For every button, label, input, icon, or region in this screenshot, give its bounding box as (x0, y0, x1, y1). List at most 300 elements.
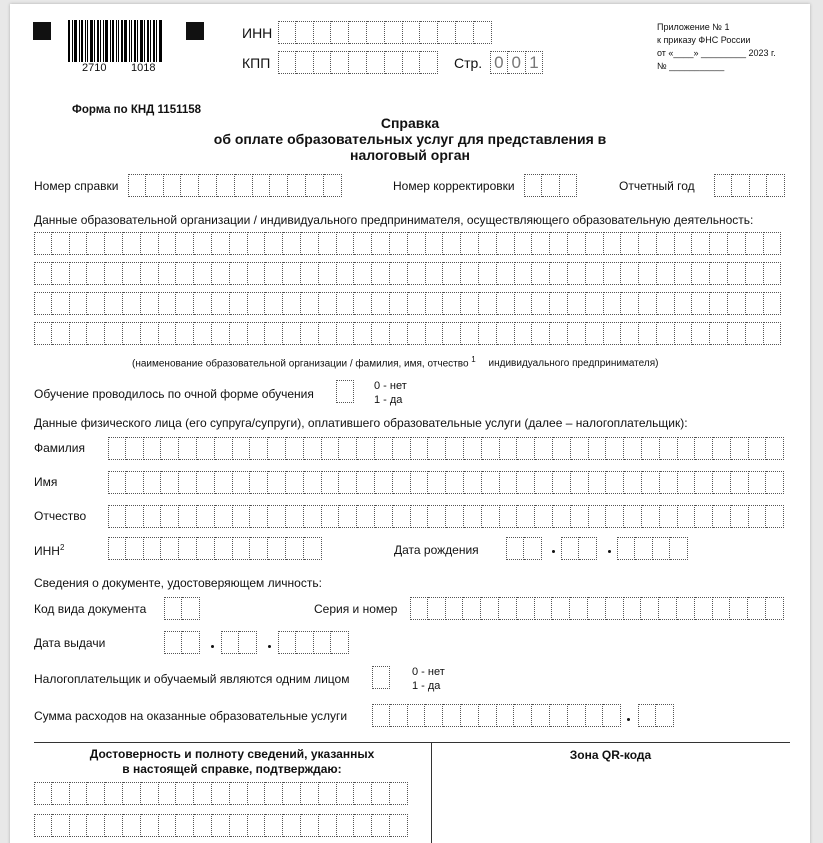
input-cell[interactable] (322, 437, 340, 460)
input-cell[interactable] (286, 437, 304, 460)
input-cell[interactable] (746, 322, 764, 345)
input-cell[interactable] (230, 292, 248, 315)
input-cell[interactable] (126, 505, 144, 528)
input-cell[interactable] (428, 505, 446, 528)
input-cell[interactable] (621, 232, 639, 255)
input-cell[interactable] (515, 322, 533, 345)
input-cell[interactable] (108, 437, 126, 460)
input-cell[interactable] (766, 471, 784, 494)
input-cell[interactable] (678, 471, 696, 494)
input-cell[interactable] (660, 471, 678, 494)
input-cell[interactable] (515, 262, 533, 285)
input-cell[interactable] (375, 437, 393, 460)
input-cell[interactable] (517, 505, 535, 528)
input-cell[interactable] (571, 505, 589, 528)
input-cell[interactable] (230, 814, 248, 837)
input-cell[interactable] (639, 232, 657, 255)
input-cell[interactable] (713, 471, 731, 494)
input-cell[interactable] (517, 471, 535, 494)
input-cell[interactable] (604, 322, 622, 345)
input-cell[interactable] (604, 292, 622, 315)
birth-day-cells[interactable] (506, 537, 542, 560)
input-cell[interactable] (141, 782, 159, 805)
input-cell[interactable] (428, 471, 446, 494)
input-cell[interactable] (695, 471, 713, 494)
input-cell[interactable] (105, 782, 123, 805)
input-cell[interactable] (286, 505, 304, 528)
input-cell[interactable] (87, 262, 105, 285)
input-cell[interactable] (265, 262, 283, 285)
input-cell[interactable] (354, 322, 372, 345)
input-cell[interactable] (141, 322, 159, 345)
input-cell[interactable] (337, 814, 355, 837)
input-cell[interactable] (426, 322, 444, 345)
input-cell[interactable] (479, 292, 497, 315)
input-cell[interactable] (215, 505, 233, 528)
input-cell[interactable] (197, 505, 215, 528)
input-cell[interactable] (586, 262, 604, 285)
input-cell[interactable] (624, 437, 642, 460)
full-time-cell[interactable] (336, 380, 354, 403)
input-cell[interactable] (713, 437, 731, 460)
input-cell[interactable] (141, 262, 159, 285)
input-cell[interactable] (532, 232, 550, 255)
input-cell[interactable] (212, 814, 230, 837)
input-cell[interactable] (283, 292, 301, 315)
input-cell[interactable] (87, 232, 105, 255)
input-cell[interactable] (500, 471, 518, 494)
input-cell[interactable] (34, 322, 52, 345)
input-cell[interactable] (52, 262, 70, 285)
input-cell[interactable] (215, 471, 233, 494)
input-cell[interactable] (268, 505, 286, 528)
input-cell[interactable] (411, 505, 429, 528)
input-cell[interactable] (692, 292, 710, 315)
input-cell[interactable] (34, 232, 52, 255)
input-cell[interactable] (52, 782, 70, 805)
input-cell[interactable] (354, 292, 372, 315)
input-cell[interactable] (479, 262, 497, 285)
input-cell[interactable] (553, 471, 571, 494)
input-cell[interactable] (123, 814, 141, 837)
input-cell[interactable] (105, 262, 123, 285)
input-cell[interactable] (692, 322, 710, 345)
input-cell[interactable] (301, 292, 319, 315)
input-cell[interactable] (159, 322, 177, 345)
input-cell[interactable] (105, 322, 123, 345)
input-cell[interactable] (426, 232, 444, 255)
issue-year-cells[interactable] (278, 631, 349, 654)
input-cell[interactable] (194, 232, 212, 255)
input-cell[interactable] (34, 292, 52, 315)
input-cell[interactable] (390, 814, 408, 837)
input-cell[interactable] (123, 322, 141, 345)
input-cell[interactable] (550, 232, 568, 255)
cell-row[interactable] (108, 505, 784, 528)
input-cell[interactable] (411, 437, 429, 460)
input-cell[interactable] (497, 232, 515, 255)
input-cell[interactable] (354, 782, 372, 805)
input-cell[interactable] (159, 814, 177, 837)
input-cell[interactable] (268, 437, 286, 460)
input-cell[interactable] (70, 322, 88, 345)
input-cell[interactable] (675, 292, 693, 315)
input-cell[interactable] (337, 292, 355, 315)
input-cell[interactable] (766, 437, 784, 460)
input-cell[interactable] (322, 505, 340, 528)
input-cell[interactable] (212, 262, 230, 285)
input-cell[interactable] (515, 292, 533, 315)
input-cell[interactable] (159, 292, 177, 315)
input-cell[interactable] (179, 437, 197, 460)
input-cell[interactable] (337, 782, 355, 805)
input-cell[interactable] (339, 471, 357, 494)
input-cell[interactable] (624, 471, 642, 494)
input-cell[interactable] (393, 505, 411, 528)
input-cell[interactable] (144, 471, 162, 494)
input-cell[interactable] (390, 292, 408, 315)
cell-row[interactable] (34, 292, 781, 315)
input-cell[interactable] (426, 262, 444, 285)
input-cell[interactable] (141, 232, 159, 255)
input-cell[interactable] (304, 437, 322, 460)
input-cell[interactable] (319, 292, 337, 315)
input-cell[interactable] (621, 292, 639, 315)
input-cell[interactable] (159, 782, 177, 805)
input-cell[interactable] (482, 471, 500, 494)
input-cell[interactable] (250, 505, 268, 528)
input-cell[interactable] (464, 505, 482, 528)
input-cell[interactable] (70, 232, 88, 255)
cell-row[interactable] (34, 814, 408, 837)
input-cell[interactable] (126, 471, 144, 494)
input-cell[interactable] (500, 437, 518, 460)
input-cell[interactable] (746, 232, 764, 255)
input-cell[interactable] (639, 262, 657, 285)
input-cell[interactable] (372, 814, 390, 837)
expenses-rubles-cells[interactable] (372, 704, 621, 727)
input-cell[interactable] (212, 782, 230, 805)
input-cell[interactable] (250, 471, 268, 494)
input-cell[interactable] (248, 782, 266, 805)
input-cell[interactable] (230, 782, 248, 805)
input-cell[interactable] (194, 782, 212, 805)
input-cell[interactable] (710, 262, 728, 285)
input-cell[interactable] (34, 782, 52, 805)
input-cell[interactable] (123, 232, 141, 255)
input-cell[interactable] (375, 471, 393, 494)
input-cell[interactable] (749, 437, 767, 460)
input-cell[interactable] (301, 782, 319, 805)
header-inn-cells[interactable] (278, 21, 492, 44)
input-cell[interactable] (194, 292, 212, 315)
input-cell[interactable] (176, 322, 194, 345)
input-cell[interactable] (301, 232, 319, 255)
input-cell[interactable] (408, 292, 426, 315)
correction-number-cells[interactable] (524, 174, 577, 197)
input-cell[interactable] (141, 814, 159, 837)
input-cell[interactable] (357, 437, 375, 460)
input-cell[interactable] (233, 437, 251, 460)
input-cell[interactable] (337, 322, 355, 345)
input-cell[interactable] (283, 322, 301, 345)
input-cell[interactable] (87, 814, 105, 837)
input-cell[interactable] (52, 814, 70, 837)
input-cell[interactable] (728, 262, 746, 285)
cert-number-cells[interactable] (128, 174, 342, 197)
input-cell[interactable] (624, 505, 642, 528)
input-cell[interactable] (695, 505, 713, 528)
cell-row[interactable] (34, 322, 781, 345)
input-cell[interactable] (766, 505, 784, 528)
input-cell[interactable] (728, 292, 746, 315)
input-cell[interactable] (230, 262, 248, 285)
input-cell[interactable] (604, 232, 622, 255)
input-cell[interactable] (372, 782, 390, 805)
cell-row[interactable] (108, 437, 784, 460)
input-cell[interactable] (194, 814, 212, 837)
input-cell[interactable] (357, 471, 375, 494)
input-cell[interactable] (553, 505, 571, 528)
input-cell[interactable] (70, 782, 88, 805)
input-cell[interactable] (589, 471, 607, 494)
input-cell[interactable] (497, 262, 515, 285)
input-cell[interactable] (319, 322, 337, 345)
input-cell[interactable] (250, 437, 268, 460)
input-cell[interactable] (248, 292, 266, 315)
input-cell[interactable] (692, 262, 710, 285)
header-kpp-cells[interactable] (278, 51, 438, 74)
input-cell[interactable] (319, 262, 337, 285)
input-cell[interactable] (532, 292, 550, 315)
input-cell[interactable] (642, 437, 660, 460)
input-cell[interactable] (265, 814, 283, 837)
input-cell[interactable] (159, 232, 177, 255)
input-cell[interactable] (710, 292, 728, 315)
input-cell[interactable] (123, 782, 141, 805)
input-cell[interactable] (233, 505, 251, 528)
input-cell[interactable] (105, 814, 123, 837)
input-cell[interactable] (604, 262, 622, 285)
input-cell[interactable] (322, 471, 340, 494)
input-cell[interactable] (161, 505, 179, 528)
input-cell[interactable] (728, 232, 746, 255)
input-cell[interactable] (248, 262, 266, 285)
input-cell[interactable] (713, 505, 731, 528)
input-cell[interactable] (87, 292, 105, 315)
input-cell[interactable] (390, 782, 408, 805)
input-cell[interactable] (571, 437, 589, 460)
input-cell[interactable] (265, 292, 283, 315)
input-cell[interactable] (692, 232, 710, 255)
input-cell[interactable] (657, 232, 675, 255)
input-cell[interactable] (390, 232, 408, 255)
input-cell[interactable] (675, 262, 693, 285)
input-cell[interactable] (532, 322, 550, 345)
input-cell[interactable] (233, 471, 251, 494)
input-cell[interactable] (265, 322, 283, 345)
person-inn-cells[interactable] (108, 537, 322, 560)
input-cell[interactable] (179, 505, 197, 528)
input-cell[interactable] (535, 471, 553, 494)
input-cell[interactable] (319, 814, 337, 837)
input-cell[interactable] (248, 232, 266, 255)
input-cell[interactable] (446, 505, 464, 528)
input-cell[interactable] (426, 292, 444, 315)
input-cell[interactable] (408, 322, 426, 345)
input-cell[interactable] (443, 322, 461, 345)
input-cell[interactable] (482, 505, 500, 528)
input-cell[interactable] (550, 292, 568, 315)
input-cell[interactable] (301, 814, 319, 837)
input-cell[interactable] (731, 437, 749, 460)
input-cell[interactable] (586, 322, 604, 345)
input-cell[interactable] (87, 322, 105, 345)
input-cell[interactable] (215, 437, 233, 460)
input-cell[interactable] (197, 437, 215, 460)
input-cell[interactable] (265, 782, 283, 805)
input-cell[interactable] (461, 262, 479, 285)
input-cell[interactable] (248, 814, 266, 837)
input-cell[interactable] (34, 814, 52, 837)
input-cell[interactable] (746, 262, 764, 285)
input-cell[interactable] (553, 437, 571, 460)
input-cell[interactable] (372, 292, 390, 315)
input-cell[interactable] (731, 505, 749, 528)
input-cell[interactable] (517, 437, 535, 460)
input-cell[interactable] (194, 322, 212, 345)
birth-month-cells[interactable] (561, 537, 597, 560)
input-cell[interactable] (339, 437, 357, 460)
input-cell[interactable] (678, 437, 696, 460)
input-cell[interactable] (428, 437, 446, 460)
cell-row[interactable] (34, 262, 781, 285)
input-cell[interactable] (70, 262, 88, 285)
input-cell[interactable] (606, 437, 624, 460)
input-cell[interactable] (52, 322, 70, 345)
cell-row[interactable] (108, 471, 784, 494)
input-cell[interactable] (482, 437, 500, 460)
input-cell[interactable] (571, 471, 589, 494)
input-cell[interactable] (393, 437, 411, 460)
input-cell[interactable] (657, 322, 675, 345)
input-cell[interactable] (194, 262, 212, 285)
input-cell[interactable] (123, 262, 141, 285)
input-cell[interactable] (497, 322, 515, 345)
input-cell[interactable] (70, 292, 88, 315)
same-person-cell[interactable] (372, 666, 390, 689)
input-cell[interactable] (268, 471, 286, 494)
input-cell[interactable] (337, 262, 355, 285)
input-cell[interactable] (212, 322, 230, 345)
input-cell[interactable] (461, 322, 479, 345)
issue-month-cells[interactable] (221, 631, 257, 654)
input-cell[interactable] (606, 471, 624, 494)
input-cell[interactable] (123, 292, 141, 315)
expenses-kopecks-cells[interactable] (638, 704, 674, 727)
input-cell[interactable] (479, 232, 497, 255)
input-cell[interactable] (372, 322, 390, 345)
input-cell[interactable] (568, 322, 586, 345)
input-cell[interactable] (464, 471, 482, 494)
input-cell[interactable] (408, 262, 426, 285)
input-cell[interactable] (319, 232, 337, 255)
input-cell[interactable] (535, 505, 553, 528)
input-cell[interactable] (764, 262, 782, 285)
input-cell[interactable] (304, 505, 322, 528)
input-cell[interactable] (87, 782, 105, 805)
input-cell[interactable] (535, 437, 553, 460)
input-cell[interactable] (176, 292, 194, 315)
input-cell[interactable] (393, 471, 411, 494)
report-year-cells[interactable] (714, 174, 785, 197)
input-cell[interactable] (443, 262, 461, 285)
input-cell[interactable] (660, 505, 678, 528)
input-cell[interactable] (411, 471, 429, 494)
input-cell[interactable] (675, 232, 693, 255)
input-cell[interactable] (52, 232, 70, 255)
input-cell[interactable] (728, 322, 746, 345)
input-cell[interactable] (589, 437, 607, 460)
input-cell[interactable] (586, 292, 604, 315)
input-cell[interactable] (461, 232, 479, 255)
input-cell[interactable] (479, 322, 497, 345)
input-cell[interactable] (675, 322, 693, 345)
input-cell[interactable] (283, 262, 301, 285)
input-cell[interactable] (497, 292, 515, 315)
series-number-cells[interactable] (410, 597, 784, 620)
input-cell[interactable] (144, 505, 162, 528)
input-cell[interactable] (283, 782, 301, 805)
input-cell[interactable] (161, 437, 179, 460)
input-cell[interactable] (639, 292, 657, 315)
input-cell[interactable] (230, 322, 248, 345)
doc-code-cells[interactable] (164, 597, 200, 620)
input-cell[interactable] (446, 471, 464, 494)
input-cell[interactable] (443, 232, 461, 255)
input-cell[interactable] (586, 232, 604, 255)
input-cell[interactable] (230, 232, 248, 255)
input-cell[interactable] (375, 505, 393, 528)
input-cell[interactable] (319, 782, 337, 805)
input-cell[interactable] (515, 232, 533, 255)
input-cell[interactable] (301, 262, 319, 285)
input-cell[interactable] (34, 262, 52, 285)
input-cell[interactable] (161, 471, 179, 494)
input-cell[interactable] (108, 505, 126, 528)
input-cell[interactable] (144, 437, 162, 460)
input-cell[interactable] (390, 322, 408, 345)
input-cell[interactable] (660, 437, 678, 460)
input-cell[interactable] (550, 322, 568, 345)
input-cell[interactable] (568, 232, 586, 255)
cell-row[interactable] (34, 232, 781, 255)
input-cell[interactable] (568, 292, 586, 315)
input-cell[interactable] (126, 437, 144, 460)
input-cell[interactable] (621, 322, 639, 345)
input-cell[interactable] (141, 292, 159, 315)
input-cell[interactable] (731, 471, 749, 494)
input-cell[interactable] (764, 232, 782, 255)
input-cell[interactable] (749, 505, 767, 528)
input-cell[interactable] (354, 232, 372, 255)
input-cell[interactable] (372, 262, 390, 285)
input-cell[interactable] (304, 471, 322, 494)
input-cell[interactable] (52, 292, 70, 315)
input-cell[interactable] (70, 814, 88, 837)
input-cell[interactable] (710, 322, 728, 345)
input-cell[interactable] (212, 292, 230, 315)
